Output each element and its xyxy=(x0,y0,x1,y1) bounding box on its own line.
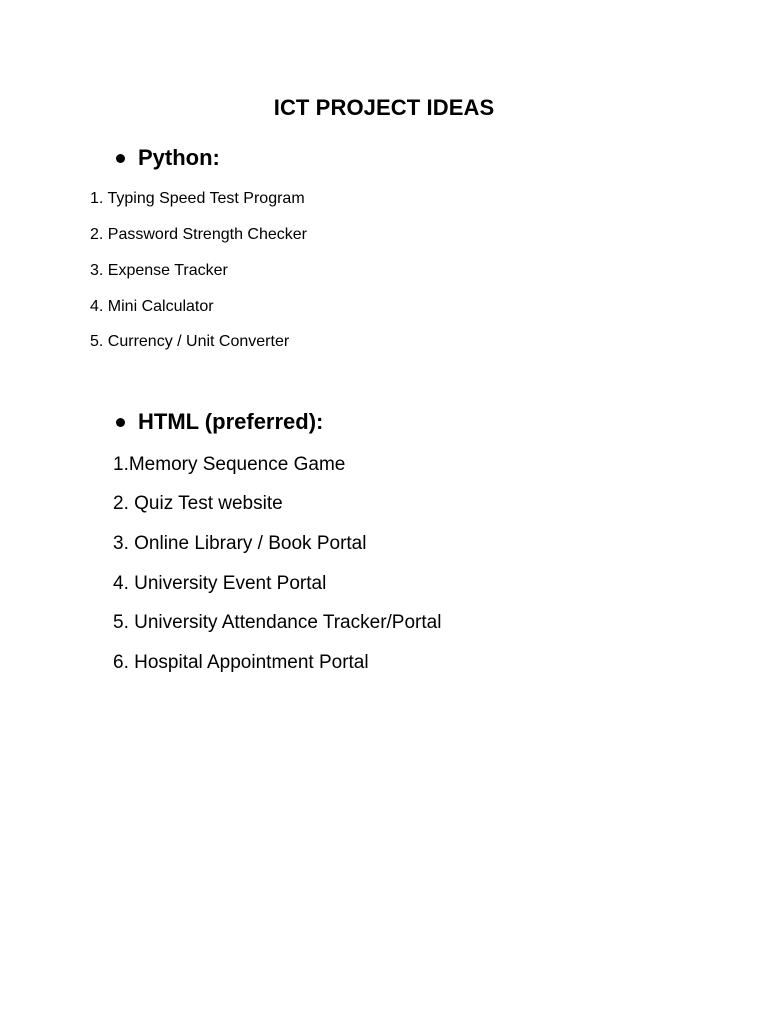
html-list-item: 4. University Event Portal xyxy=(113,573,327,594)
bullet-icon xyxy=(116,154,125,163)
python-list-item: 5. Currency / Unit Converter xyxy=(90,333,290,350)
html-section-heading xyxy=(114,409,323,435)
html-list-item: 1.Memory Sequence Game xyxy=(113,454,346,475)
html-list-item: 3. Online Library / Book Portal xyxy=(113,533,367,554)
html-list-item: 2. Quiz Test website xyxy=(113,493,283,514)
python-list-item: 3. Expense Tracker xyxy=(90,262,228,279)
python-list-item: 4. Mini Calculator xyxy=(90,298,214,315)
html-heading-text: HTML (preferred): xyxy=(138,409,324,434)
python-heading-text: Python: xyxy=(138,145,220,170)
bullet-icon xyxy=(116,418,125,427)
python-section-heading xyxy=(114,145,220,171)
html-list-item: 6. Hospital Appointment Portal xyxy=(113,652,369,673)
html-list-item: 5. University Attendance Tracker/Portal xyxy=(113,612,442,633)
document-title: ICT PROJECT IDEAS xyxy=(273,95,495,120)
python-list-item: 2. Password Strength Checker xyxy=(90,226,307,243)
python-list-item: 1. Typing Speed Test Program xyxy=(90,190,305,207)
